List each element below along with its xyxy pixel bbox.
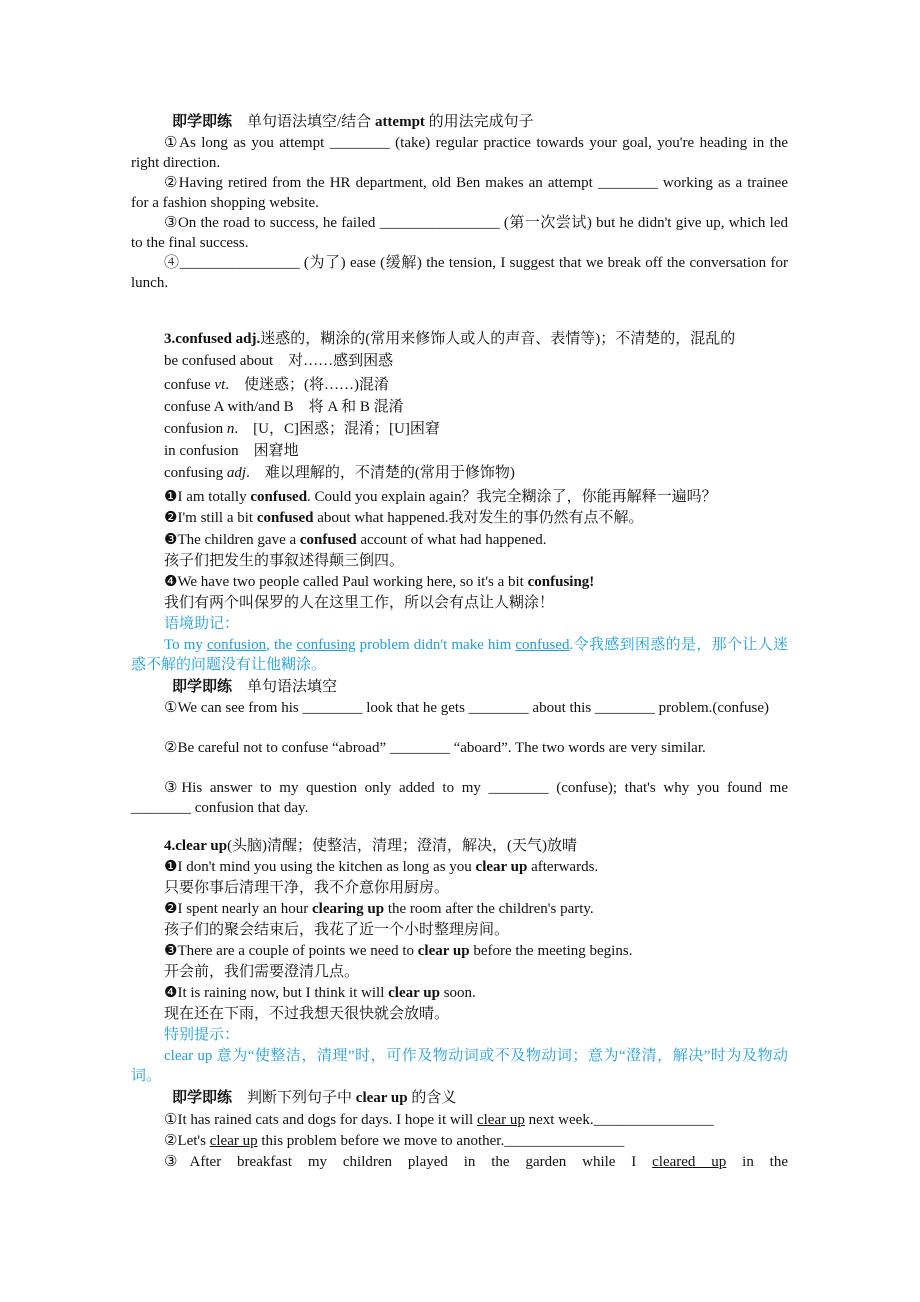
example-3-3 bbox=[131, 530, 788, 550]
text-segment: ①As long as you attempt ________ (take) regular practice towards your goal, you're heading in the right direction. bbox=[131, 135, 788, 171]
text-segment: 单句语法填空/结合 bbox=[232, 114, 375, 130]
text-segment: ❶I am totally bbox=[164, 489, 251, 505]
text-segment: 4.clear up bbox=[164, 838, 228, 854]
example-3-2 bbox=[131, 508, 788, 528]
text-segment: clear up bbox=[476, 1112, 525, 1128]
practice-3-q1 bbox=[131, 1110, 788, 1130]
example-3-1 bbox=[131, 487, 788, 507]
text-segment: before the meeting begins. bbox=[469, 943, 633, 959]
example-4-3-cn bbox=[131, 962, 788, 982]
practice-1-q4 bbox=[131, 253, 788, 293]
text-segment: 现在还在下雨，不过我想天很快就会放晴。 bbox=[164, 1006, 450, 1022]
text-segment: ①It has rained cats and dogs for days. I hope it will bbox=[164, 1112, 477, 1128]
example-4-3 bbox=[131, 941, 788, 961]
section-4-title bbox=[131, 836, 788, 856]
text-segment: . Could you explain again？我完全糊涂了，你能再解释一遍吗？ bbox=[307, 489, 717, 505]
text-segment: ❸There are a couple of points we need to bbox=[164, 943, 418, 959]
text-segment: 判断下列句子中 bbox=[232, 1090, 356, 1106]
text-segment: 即学即练 bbox=[172, 679, 233, 695]
practice-1-q3 bbox=[131, 213, 788, 253]
text-segment: attempt bbox=[374, 114, 425, 130]
practice-1-q1 bbox=[131, 133, 788, 173]
text-segment: ❸The children gave a bbox=[164, 532, 300, 548]
practice-heading-3 bbox=[131, 1088, 788, 1108]
text-segment: about what happened.我对发生的事仍然有点不解。 bbox=[313, 510, 644, 526]
text-segment: confusing bbox=[164, 465, 227, 481]
text-segment: ③On the road to success, he failed ________________ (第一次尝试) but he didn't give up, which led to the final success. bbox=[131, 215, 788, 251]
text-segment: 3.confused adj. bbox=[164, 331, 261, 347]
practice-2-q3 bbox=[131, 778, 788, 818]
text-segment: , the bbox=[266, 637, 297, 653]
text-segment: confuse A with/and B 将 A 和 B 混淆 bbox=[164, 399, 404, 415]
text-segment: 即学即练 bbox=[172, 1090, 233, 1106]
text-segment: confused bbox=[256, 510, 314, 526]
text-segment: ④________________ (为了) ease (缓解) the tension, I suggest that we break off the conversation for lunch. bbox=[131, 255, 788, 291]
text-segment: 孩子们的聚会结束后，我花了近一个小时整理房间。 bbox=[164, 922, 510, 938]
text-segment: cleared up bbox=[652, 1154, 727, 1170]
text-segment: afterwards. bbox=[527, 859, 599, 875]
text-segment: To my bbox=[164, 637, 207, 653]
text-segment: ③After breakfast my children played in the garden while I bbox=[164, 1154, 653, 1170]
text-segment: ③His answer to my question only added to my ________ (confuse); that's why you found me ________ confusion that day. bbox=[131, 780, 788, 816]
text-segment: 的含义 bbox=[407, 1090, 457, 1106]
text-segment: n bbox=[226, 421, 235, 437]
text-segment: 特别提示： bbox=[164, 1027, 240, 1043]
text-segment: . [U，C]困惑；混淆；[U]困窘 bbox=[234, 421, 440, 437]
text-segment: ❷I spent nearly an hour bbox=[164, 901, 312, 917]
practice-heading-1 bbox=[131, 112, 788, 132]
text-segment: 孩子们把发生的事叙述得颠三倒四。 bbox=[164, 553, 405, 569]
text-segment: clearing up bbox=[312, 901, 385, 917]
text-segment: clear up bbox=[209, 1133, 258, 1149]
practice-1-q2 bbox=[131, 173, 788, 213]
text-segment: ②Be careful not to confuse “abroad” ________ “aboard”. The two words are very similar. bbox=[164, 740, 706, 756]
example-4-1-cn bbox=[131, 878, 788, 898]
text-segment: the room after the children's party. bbox=[384, 901, 594, 917]
text-segment: . 使迷惑；(将……)混淆 bbox=[225, 377, 389, 393]
section-3-title bbox=[131, 329, 788, 349]
practice-2-q2 bbox=[131, 738, 788, 758]
text-segment: ❶I don't mind you using the kitchen as long as you bbox=[164, 859, 476, 875]
text-segment: confusion bbox=[164, 421, 227, 437]
text-segment: confusing bbox=[296, 637, 356, 653]
special-tip-label bbox=[131, 1025, 788, 1045]
text-segment: 只要你事后清理干净，我不介意你用厨房。 bbox=[164, 880, 450, 896]
example-3-3-cn bbox=[131, 551, 788, 571]
text-segment: confusion bbox=[206, 637, 267, 653]
practice-3-q3 bbox=[131, 1152, 788, 1172]
memory-tip-label bbox=[131, 614, 788, 634]
text-segment: . 难以理解的，不清楚的(常用于修饰物) bbox=[246, 465, 515, 481]
text-segment: 的用法完成句子 bbox=[424, 114, 534, 130]
phrase-confusion-n bbox=[131, 419, 788, 439]
phrase-confuse-vt bbox=[131, 375, 788, 395]
text-segment: ①We can see from his ________ look that he gets ________ about this ________ problem.(confuse) bbox=[164, 700, 770, 716]
phrase-confusing-adj bbox=[131, 463, 788, 483]
text-segment: problem didn't make him bbox=[355, 637, 516, 653]
special-tip-text bbox=[131, 1046, 788, 1086]
text-segment: in confusion 困窘地 bbox=[164, 443, 299, 459]
text-segment: vt bbox=[214, 377, 226, 393]
text-segment: this problem before we move to another.________________ bbox=[257, 1133, 625, 1149]
example-4-4-cn bbox=[131, 1004, 788, 1024]
text-segment: ②Having retired from the HR department, old Ben makes an attempt ________ working as a trainee for a fashion shopping website. bbox=[131, 175, 788, 211]
practice-2-q1 bbox=[131, 698, 788, 718]
example-4-2-cn bbox=[131, 920, 788, 940]
text-segment: confused bbox=[299, 532, 357, 548]
text-segment: 开会前，我们需要澄清几点。 bbox=[164, 964, 360, 980]
text-segment: next week.________________ bbox=[524, 1112, 714, 1128]
text-segment: ②Let's bbox=[164, 1133, 210, 1149]
phrase-confuse-a-with-b bbox=[131, 397, 788, 417]
text-segment: clear up bbox=[388, 985, 440, 1001]
text-segment: 语境助记： bbox=[164, 616, 240, 632]
example-3-4-cn bbox=[131, 593, 788, 613]
text-segment: confused bbox=[250, 489, 308, 505]
text-segment: account of what had happened. bbox=[356, 532, 547, 548]
text-segment: confusing! bbox=[527, 574, 595, 590]
example-4-1 bbox=[131, 857, 788, 877]
text-segment: 单句语法填空 bbox=[232, 679, 338, 695]
phrase-be-confused-about bbox=[131, 351, 788, 371]
text-segment: clear up bbox=[417, 943, 470, 959]
practice-heading-2 bbox=[131, 677, 788, 697]
text-segment: confuse bbox=[164, 377, 215, 393]
text-segment: soon. bbox=[439, 985, 476, 1001]
text-segment: 迷惑的，糊涂的(常用来修饰人或人的声音、表情等)；不清楚的，混乱的 bbox=[260, 331, 736, 347]
memory-tip-text bbox=[131, 635, 788, 675]
text-segment: ❷I'm still a bit bbox=[164, 510, 257, 526]
text-segment: ❹It is raining now, but I think it will bbox=[164, 985, 389, 1001]
text-segment: ❹We have two people called Paul working here, so it's a bit bbox=[164, 574, 528, 590]
text-segment: .令我感到困惑的是，那个让人迷惑不解的问题没有让他糊涂。 bbox=[131, 637, 789, 673]
text-segment: 即学即练 bbox=[172, 114, 233, 130]
text-segment: adj bbox=[226, 465, 247, 481]
text-segment: clear up bbox=[355, 1090, 408, 1106]
example-4-4 bbox=[131, 983, 788, 1003]
phrase-in-confusion bbox=[131, 441, 788, 461]
practice-3-q2 bbox=[131, 1131, 788, 1151]
text-segment: in the bbox=[726, 1154, 788, 1170]
text-segment: confused bbox=[515, 637, 570, 653]
text-segment: 我们有两个叫保罗的人在这里工作，所以会有点让人糊涂！ bbox=[164, 595, 555, 611]
text-segment: be confused about 对……感到困惑 bbox=[164, 353, 394, 369]
text-segment: (头脑)清醒；使整洁，清理；澄清，解决，(天气)放晴 bbox=[227, 838, 578, 854]
text-segment: clear up 意为“使整洁，清理”时，可作及物动词或不及物动词；意为“澄清，解决”时为及物动词。 bbox=[131, 1048, 788, 1084]
example-4-2 bbox=[131, 899, 788, 919]
example-3-4 bbox=[131, 572, 788, 592]
text-segment: clear up bbox=[475, 859, 528, 875]
